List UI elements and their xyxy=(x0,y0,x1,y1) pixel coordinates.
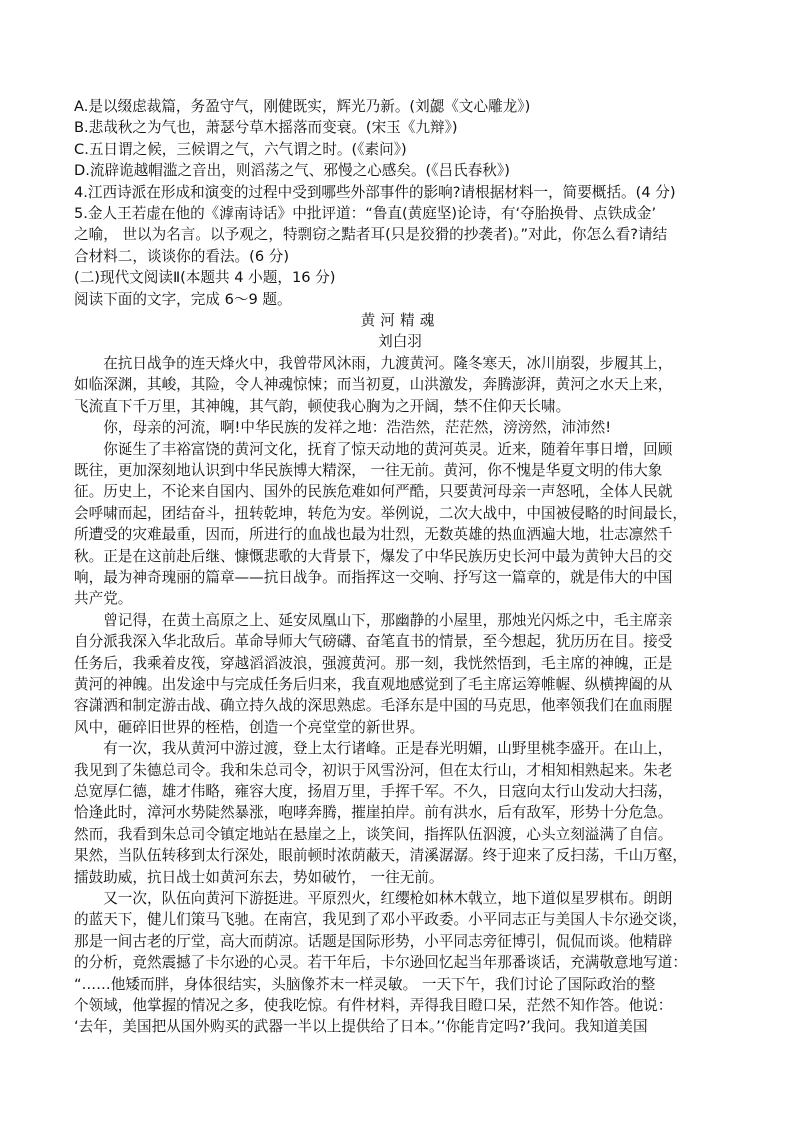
paragraph-line: 擂鼓助威，抗日战士如黄河东去，势如破竹， 一往无前。 xyxy=(74,868,444,886)
article-body xyxy=(74,353,726,1038)
paragraph-line: 征。历史上，不论来自国内、国外的民族危难如何严酷，只要黄河母亲一声怒吼，全体人民就 xyxy=(74,483,673,501)
article-paragraph xyxy=(74,439,726,610)
paragraph-line: 响，最为神奇瑰丽的篇章——抗日战争。而指挥这一交响、抒写这一篇章的，就是伟大的中国 xyxy=(74,568,673,586)
option-b: B.悲哉秋之为气也，萧瑟兮草木摇落而变衰。(宋玉《九辩》) xyxy=(74,119,458,137)
paragraph-line: 共产党。 xyxy=(74,590,133,608)
article-author: 刘白羽 xyxy=(378,333,422,351)
paragraph-line: ‘去年，美国把从国外购买的武器一半以上提供给了日本。’‘你能肯定吗?’我问。我知道美国 xyxy=(74,1018,648,1036)
paragraph-line: 容潇洒和制定游击战、确立持久战的深思熟虑。毛泽东是中国的马克思，他率领我们在血雨腥 xyxy=(74,697,673,715)
article-paragraph xyxy=(74,353,726,417)
paragraph-line: 曾记得，在黄土高原之上、延安凤凰山下，那幽静的小屋里，那烛光闪烁之中，毛主席亲 xyxy=(103,611,673,629)
article-paragraph xyxy=(74,888,726,1038)
paragraph-line: 你诞生了丰裕富饶的黄河文化，抚育了惊天动地的黄河英灵。近来，随着年事日增，回顾 xyxy=(103,440,673,458)
article-paragraph xyxy=(74,610,726,738)
paragraph-line: 飞流直下千万里，其神魄，其气韵，顿使我心胸为之开阔，禁不住仰天长啸。 xyxy=(74,397,571,415)
article-paragraph xyxy=(74,738,726,888)
reading-instruction: 阅读下面的文字，完成 6～9 题。 xyxy=(74,290,292,308)
option-d: D.流辟诡越帽滥之音出，则滔荡之气、邪慢之心感矣。(《吕氏春秋》) xyxy=(74,162,510,180)
paragraph-line: 的分析，竟然震撼了卡尔逊的心灵。若干年后，卡尔逊回忆起当年那番谈话，充满敬意地写道： xyxy=(74,954,687,972)
paragraph-line: 恰逢此时，漳河水势陡然暴涨，咆哮奔腾，摧崖拍岸。前有洪水，后有敌军，形势十分危急。 xyxy=(74,804,673,822)
option-a: A.是以缀虑裁篇，务盈守气，刚健既实，辉光乃新。(刘勰《文心雕龙》) xyxy=(74,98,531,115)
paragraph-line: “……他矮而胖，身体很结实，头脑像芥末一样灵敏。 一天下午，我们讨论了国际政治的整 xyxy=(74,975,656,993)
document-page xyxy=(74,96,726,1038)
paragraph-line: 任务后，我乘着皮筏，穿越滔滔波浪，强渡黄河。那一刻，我恍然悟到，毛主席的神魄，正是 xyxy=(74,654,673,672)
paragraph-line: 有一次，我从黄河中游过渡，登上太行诸峰。正是春光明媚，山野里桃李盛开。在山上， xyxy=(103,740,673,758)
paragraph-line: 那是一间古老的厅堂，高大而荫凉。话题是国际形势，小平同志旁征博引，侃侃而谈。他精辟 xyxy=(74,932,673,950)
paragraph-line: 又一次，队伍向黄河下游挺进。平原烈火，红缨枪如林木戟立，地下道似星罗棋布。朗朗 xyxy=(103,890,673,908)
paragraph-line: 自分派我深入华北敌后。革命导师大气磅礴、奋笔直书的情景，至今想起，犹历历在目。接受 xyxy=(74,633,673,651)
question-5 xyxy=(74,203,726,267)
paragraph-line: 秋。正是在这前赴后继、慷慨悲歌的大背景下，爆发了中华民族历史长河中最为黄钟大吕的交 xyxy=(74,547,673,565)
article-title: 黄河精魂 xyxy=(360,312,440,330)
paragraph-line: 然而，我看到朱总司令镇定地站在悬崖之上，谈笑间，指挥队伍泅渡，心头立刻溢满了自信。 xyxy=(74,825,673,843)
article-paragraph xyxy=(74,417,726,438)
question-5-line: 之喻， 世以为名言。以予观之，特剽窃之黠者耳(只是狡猾的抄袭者)。”对此，你怎么看?请结 xyxy=(74,226,668,244)
paragraph-line: 风中，砸碎旧世界的桎梏，创造一个亮堂堂的新世界。 xyxy=(74,718,425,736)
option-c: C.五日谓之候，三候谓之气，六气谓之时。(《素问》) xyxy=(74,140,407,158)
question-4: 4.江西诗派在形成和演变的过程中受到哪些外部事件的影响?请根据材料一，简要概括。(4 分) xyxy=(74,183,676,201)
paragraph-line: 的蓝天下，健儿们策马飞驰。在南宫，我见到了邓小平政委。小平同志正与美国人卡尔逊交谈， xyxy=(74,911,687,929)
question-5-line: 5.金人王若虚在他的《滹南诗话》中批评道：“鲁直(黄庭坚)论诗，有‘夺胎换骨、点铁成金’ xyxy=(74,205,657,223)
paragraph-line: 总宽厚仁德，雄才伟略，雍容大度，扬眉万里，手挥千军。不久，日寇向太行山发动大扫荡， xyxy=(74,783,673,800)
paragraph-line: 如临深渊，其峻，其险，令人神魂惊悚；而当初夏，山洪激发，奔腾澎湃，黄河之水天上来， xyxy=(74,376,673,394)
question-5-line: 合材料二，谈谈你的看法。(6 分) xyxy=(74,247,290,265)
paragraph-line: 我见到了朱德总司令。我和朱总司令，初识于风雪汾河，但在太行山，才相知相熟起来。朱老 xyxy=(74,761,673,779)
paragraph-line: 既往，更加深刻地认识到中华民族博大精深， 一往无前。黄河，你不愧是华夏文明的伟大象 xyxy=(74,461,663,479)
options-list xyxy=(74,96,726,182)
paragraph-line: 个领域，他掌握的情况之多，使我吃惊。有件材料，弄得我目瞪口呆，茫然不知作答。他说： xyxy=(74,997,673,1015)
paragraph-line: 你，母亲的河流，啊!中华民族的发祥之地：浩浩然，茫茫然，滂滂然，沛沛然! xyxy=(103,419,612,437)
paragraph-line: 黄河的神魄。出发途中与完成任务后归来，我直观地感觉到了毛主席运筹帷幄、纵横捭阖的从 xyxy=(74,675,673,693)
paragraph-line: 所遭受的灾难最重，因而，所进行的血战也最为壮烈，无数英雄的热血洒遍大地，壮志凛然千 xyxy=(74,526,673,544)
paragraph-line: 果然，当队伍转移到太行深处，眼前顿时浓荫蔽天，清溪潺潺。终于迎来了反扫荡，千山万壑， xyxy=(74,847,687,865)
paragraph-line: 会呼啸而起，团结奋斗，扭转乾坤，转危为安。举例说，二次大战中，中国被侵略的时间最长， xyxy=(74,504,687,522)
paragraph-line: 在抗日战争的连天烽火中，我曾带风沐雨，九渡黄河。隆冬寒天，冰川崩裂，步履其上， xyxy=(103,354,673,372)
section-heading: (二)现代文阅读Ⅱ(本题共 4 小题，16 分) xyxy=(74,269,336,287)
